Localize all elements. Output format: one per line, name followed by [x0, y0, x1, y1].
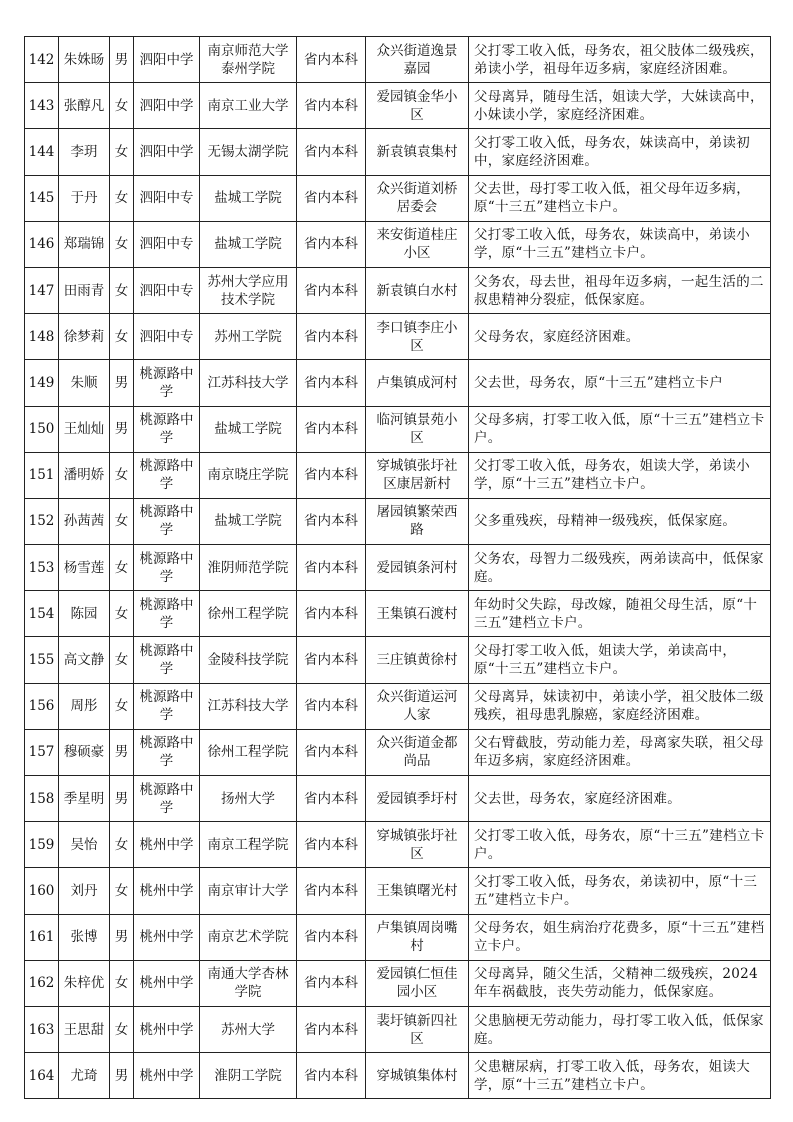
home-address: 屠园镇繁荣西路 [366, 498, 469, 544]
table-row [25, 83, 771, 129]
table-row [25, 776, 771, 822]
high-school: 桃州中学 [134, 868, 200, 914]
home-address: 王集镇曙光村 [366, 868, 469, 914]
table-row [25, 914, 771, 960]
high-school: 泗阳中学 [134, 37, 200, 83]
high-school: 桃源路中学 [134, 498, 200, 544]
high-school: 桃州中学 [134, 822, 200, 868]
table-row [25, 868, 771, 914]
high-school: 桃源路中学 [134, 637, 200, 683]
college-name: 淮阴工学院 [200, 1053, 297, 1099]
high-school: 泗阳中学 [134, 129, 200, 175]
home-address: 爱园镇仁恒佳园小区 [366, 960, 469, 1006]
student-gender: 女 [110, 452, 134, 498]
student-name: 刘丹 [59, 868, 110, 914]
student-gender: 男 [110, 914, 134, 960]
college-name: 江苏科技大学 [200, 683, 297, 729]
home-address: 众兴街道刘桥居委会 [366, 175, 469, 221]
table-row [25, 406, 771, 452]
student-gender: 男 [110, 37, 134, 83]
high-school: 桃源路中学 [134, 452, 200, 498]
admission-level: 省内本科 [297, 729, 366, 775]
table-row [25, 729, 771, 775]
student-name: 田雨青 [59, 267, 110, 313]
student-gender: 女 [110, 314, 134, 360]
family-situation: 父打零工收入低，母务农，姐读大学，弟读小学，原“十三五”建档立卡户。 [469, 452, 771, 498]
row-number: 159 [25, 822, 59, 868]
row-number: 146 [25, 221, 59, 267]
table-row [25, 452, 771, 498]
college-name: 金陵科技学院 [200, 637, 297, 683]
admission-level: 省内本科 [297, 129, 366, 175]
student-gender: 女 [110, 683, 134, 729]
admission-level: 省内本科 [297, 868, 366, 914]
admission-level: 省内本科 [297, 267, 366, 313]
high-school: 泗阳中专 [134, 314, 200, 360]
row-number: 164 [25, 1053, 59, 1099]
student-gender: 女 [110, 498, 134, 544]
row-number: 158 [25, 776, 59, 822]
row-number: 156 [25, 683, 59, 729]
student-gender: 女 [110, 822, 134, 868]
student-name: 穆硕豪 [59, 729, 110, 775]
college-name: 南京晓庄学院 [200, 452, 297, 498]
home-address: 爱园镇季圩村 [366, 776, 469, 822]
student-name: 周彤 [59, 683, 110, 729]
admission-level: 省内本科 [297, 822, 366, 868]
college-name: 南京师范大学泰州学院 [200, 37, 297, 83]
college-name: 南通大学杏林学院 [200, 960, 297, 1006]
table-row [25, 221, 771, 267]
student-name: 王思甜 [59, 1006, 110, 1052]
home-address: 穿城镇张圩社区 [366, 822, 469, 868]
row-number: 155 [25, 637, 59, 683]
high-school: 桃源路中学 [134, 729, 200, 775]
college-name: 南京工业大学 [200, 83, 297, 129]
student-gender: 女 [110, 129, 134, 175]
college-name: 徐州工程学院 [200, 591, 297, 637]
college-name: 南京工程学院 [200, 822, 297, 868]
family-situation: 父母务农，姐生病治疗花费多，原“十三五”建档立卡户。 [469, 914, 771, 960]
home-address: 李口镇李庄小区 [366, 314, 469, 360]
college-name: 盐城工学院 [200, 221, 297, 267]
row-number: 142 [25, 37, 59, 83]
high-school: 桃州中学 [134, 1006, 200, 1052]
student-name: 徐梦莉 [59, 314, 110, 360]
student-name: 潘明娇 [59, 452, 110, 498]
college-name: 南京艺术学院 [200, 914, 297, 960]
row-number: 151 [25, 452, 59, 498]
admission-level: 省内本科 [297, 452, 366, 498]
student-roster-table [24, 36, 771, 1099]
home-address: 爱园镇条河村 [366, 545, 469, 591]
family-situation: 父母务农，家庭经济困难。 [469, 314, 771, 360]
student-name: 张醇凡 [59, 83, 110, 129]
row-number: 147 [25, 267, 59, 313]
student-gender: 女 [110, 175, 134, 221]
high-school: 桃州中学 [134, 960, 200, 1006]
admission-level: 省内本科 [297, 545, 366, 591]
row-number: 160 [25, 868, 59, 914]
admission-level: 省内本科 [297, 175, 366, 221]
high-school: 桃州中学 [134, 1053, 200, 1099]
table-row [25, 360, 771, 406]
student-gender: 女 [110, 545, 134, 591]
student-name: 于丹 [59, 175, 110, 221]
home-address: 三庄镇黄徐村 [366, 637, 469, 683]
family-situation: 父去世，母务农，家庭经济困难。 [469, 776, 771, 822]
student-name: 尤琦 [59, 1053, 110, 1099]
college-name: 淮阴师范学院 [200, 545, 297, 591]
row-number: 149 [25, 360, 59, 406]
student-name: 陈园 [59, 591, 110, 637]
high-school: 桃源路中学 [134, 360, 200, 406]
table-row [25, 683, 771, 729]
high-school: 桃源路中学 [134, 683, 200, 729]
home-address: 穿城镇集体村 [366, 1053, 469, 1099]
admission-level: 省内本科 [297, 914, 366, 960]
high-school: 泗阳中专 [134, 175, 200, 221]
college-name: 南京审计大学 [200, 868, 297, 914]
home-address: 卢集镇周岗嘴村 [366, 914, 469, 960]
admission-level: 省内本科 [297, 776, 366, 822]
college-name: 苏州工学院 [200, 314, 297, 360]
family-situation: 父去世，母打零工收入低，祖父母年迈多病，原“十三五”建档立卡户。 [469, 175, 771, 221]
family-situation: 父去世，母务农，原“十三五”建档立卡户 [469, 360, 771, 406]
college-name: 徐州工程学院 [200, 729, 297, 775]
row-number: 152 [25, 498, 59, 544]
student-name: 朱姝旸 [59, 37, 110, 83]
student-name: 孙茜茜 [59, 498, 110, 544]
home-address: 来安街道桂庄小区 [366, 221, 469, 267]
family-situation: 父打零工收入低，母务农，祖父肢体二级残疾，弟读小学，祖母年迈多病，家庭经济困难。 [469, 37, 771, 83]
table-row [25, 960, 771, 1006]
table-row [25, 314, 771, 360]
table-row [25, 1006, 771, 1052]
family-situation: 父母打零工收入低，姐读大学，弟读高中，原“十三五”建档立卡户。 [469, 637, 771, 683]
row-number: 161 [25, 914, 59, 960]
family-situation: 父母多病，打零工收入低，原“十三五”建档立卡户。 [469, 406, 771, 452]
family-situation: 父母离异，妹读初中，弟读小学，祖父肢体二级残疾，祖母患乳腺癌，家庭经济困难。 [469, 683, 771, 729]
student-gender: 女 [110, 868, 134, 914]
student-gender: 男 [110, 360, 134, 406]
student-gender: 女 [110, 267, 134, 313]
home-address: 众兴街道运河人家 [366, 683, 469, 729]
home-address: 裴圩镇新四社区 [366, 1006, 469, 1052]
row-number: 148 [25, 314, 59, 360]
family-situation: 父母离异，随父生活，父精神二级残疾，2024年车祸截肢，丧失劳动能力，低保家庭。 [469, 960, 771, 1006]
student-name: 张博 [59, 914, 110, 960]
college-name: 苏州大学 [200, 1006, 297, 1052]
college-name: 无锡太湖学院 [200, 129, 297, 175]
table-row [25, 545, 771, 591]
home-address: 爱园镇金华小区 [366, 83, 469, 129]
student-gender: 女 [110, 83, 134, 129]
student-name: 杨雪莲 [59, 545, 110, 591]
college-name: 扬州大学 [200, 776, 297, 822]
row-number: 154 [25, 591, 59, 637]
family-situation: 父患糖尿病，打零工收入低，母务农，姐读大学，原“十三五”建档立卡户。 [469, 1053, 771, 1099]
family-situation: 父母离异，随母生活，姐读大学，大妹读高中，小妹读小学，家庭经济困难。 [469, 83, 771, 129]
high-school: 泗阳中专 [134, 267, 200, 313]
family-situation: 父打零工收入低，母务农，妹读高中，弟读小学，原“十三五”建档立卡户。 [469, 221, 771, 267]
admission-level: 省内本科 [297, 83, 366, 129]
admission-level: 省内本科 [297, 360, 366, 406]
home-address: 众兴街道金都尚品 [366, 729, 469, 775]
student-gender: 女 [110, 591, 134, 637]
home-address: 王集镇石渡村 [366, 591, 469, 637]
admission-level: 省内本科 [297, 498, 366, 544]
student-name: 王灿灿 [59, 406, 110, 452]
admission-level: 省内本科 [297, 1053, 366, 1099]
high-school: 桃源路中学 [134, 545, 200, 591]
table-row [25, 129, 771, 175]
student-gender: 男 [110, 729, 134, 775]
high-school: 桃源路中学 [134, 776, 200, 822]
student-name: 李玥 [59, 129, 110, 175]
row-number: 163 [25, 1006, 59, 1052]
high-school: 桃源路中学 [134, 591, 200, 637]
admission-level: 省内本科 [297, 683, 366, 729]
student-name: 郑瑞锦 [59, 221, 110, 267]
family-situation: 父打零工收入低，母务农，妹读高中，弟读初中，家庭经济困难。 [469, 129, 771, 175]
family-situation: 父患脑梗无劳动能力，母打零工收入低，低保家庭。 [469, 1006, 771, 1052]
student-gender: 男 [110, 776, 134, 822]
family-situation: 父务农，母智力二级残疾，两弟读高中，低保家庭。 [469, 545, 771, 591]
table-row [25, 37, 771, 83]
family-situation: 父右臂截肢，劳动能力差，母离家失联，祖父母年迈多病，家庭经济困难。 [469, 729, 771, 775]
row-number: 153 [25, 545, 59, 591]
table-row [25, 591, 771, 637]
student-name: 高文静 [59, 637, 110, 683]
family-situation: 父多重残疾，母精神一级残疾，低保家庭。 [469, 498, 771, 544]
admission-level: 省内本科 [297, 591, 366, 637]
family-situation: 年幼时父失踪，母改嫁，随祖父母生活，原“十三五”建档立卡户。 [469, 591, 771, 637]
home-address: 众兴街道逸景嘉园 [366, 37, 469, 83]
high-school: 桃源路中学 [134, 406, 200, 452]
college-name: 盐城工学院 [200, 175, 297, 221]
student-gender: 女 [110, 1006, 134, 1052]
high-school: 泗阳中专 [134, 221, 200, 267]
high-school: 桃州中学 [134, 914, 200, 960]
table-row [25, 637, 771, 683]
college-name: 江苏科技大学 [200, 360, 297, 406]
table-row [25, 498, 771, 544]
student-gender: 男 [110, 406, 134, 452]
table-row [25, 1053, 771, 1099]
college-name: 苏州大学应用技术学院 [200, 267, 297, 313]
admission-level: 省内本科 [297, 221, 366, 267]
admission-level: 省内本科 [297, 1006, 366, 1052]
table-row [25, 175, 771, 221]
row-number: 157 [25, 729, 59, 775]
admission-level: 省内本科 [297, 314, 366, 360]
home-address: 新袁镇袁集村 [366, 129, 469, 175]
admission-level: 省内本科 [297, 406, 366, 452]
family-situation: 父务农，母去世，祖母年迈多病，一起生活的二叔患精神分裂症，低保家庭。 [469, 267, 771, 313]
student-gender: 女 [110, 221, 134, 267]
home-address: 卢集镇成河村 [366, 360, 469, 406]
home-address: 穿城镇张圩社区康居新村 [366, 452, 469, 498]
row-number: 145 [25, 175, 59, 221]
table-row [25, 267, 771, 313]
student-gender: 男 [110, 1053, 134, 1099]
row-number: 162 [25, 960, 59, 1006]
college-name: 盐城工学院 [200, 498, 297, 544]
student-gender: 女 [110, 960, 134, 1006]
student-gender: 女 [110, 637, 134, 683]
family-situation: 父打零工收入低，母务农，原“十三五”建档立卡户。 [469, 822, 771, 868]
student-name: 朱顺 [59, 360, 110, 406]
row-number: 144 [25, 129, 59, 175]
family-situation: 父打零工收入低，母务农，弟读初中，原“十三五”建档立卡户。 [469, 868, 771, 914]
admission-level: 省内本科 [297, 960, 366, 1006]
home-address: 临河镇景苑小区 [366, 406, 469, 452]
row-number: 143 [25, 83, 59, 129]
table-row [25, 822, 771, 868]
row-number: 150 [25, 406, 59, 452]
student-name: 朱梓优 [59, 960, 110, 1006]
college-name: 盐城工学院 [200, 406, 297, 452]
roster-body [25, 37, 771, 1099]
student-name: 吴怡 [59, 822, 110, 868]
admission-level: 省内本科 [297, 37, 366, 83]
admission-level: 省内本科 [297, 637, 366, 683]
home-address: 新袁镇白水村 [366, 267, 469, 313]
high-school: 泗阳中学 [134, 83, 200, 129]
student-name: 季星明 [59, 776, 110, 822]
